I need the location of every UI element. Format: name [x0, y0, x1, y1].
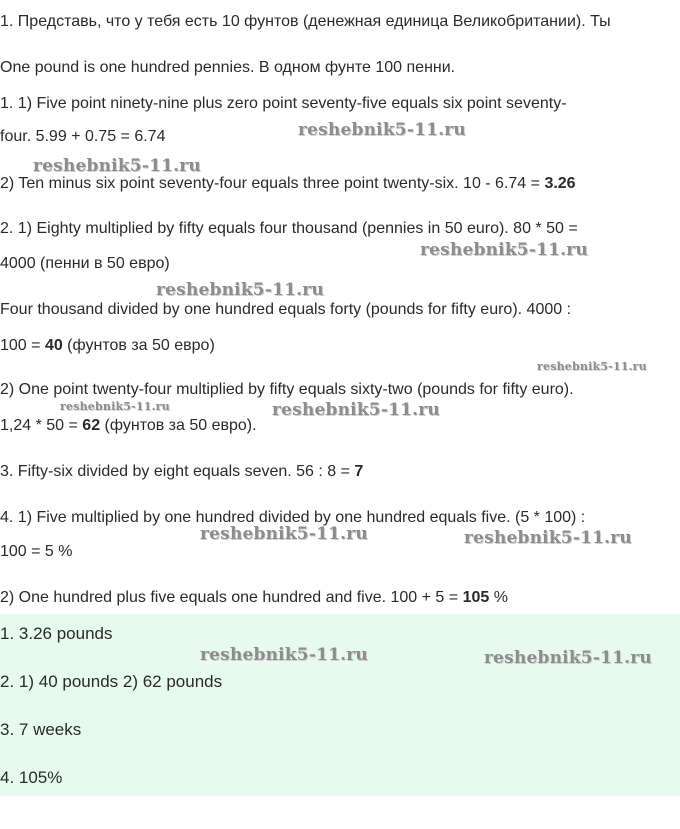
step-4-1-line-b: 100 = 5 %: [0, 543, 73, 560]
step-2-division-result: 40: [44, 337, 63, 354]
step-4-1-line-a: 4. 1) Five multiplied by one hundred divided by one hundred equals five. (5 * 100) :: [0, 509, 586, 526]
step-2-2-line-b: [0, 416, 257, 436]
clipped-text-line: [0, 40, 680, 48]
watermark: reshebnik5-11.ru: [200, 645, 368, 665]
step-3-result: 7: [354, 463, 364, 480]
step-2-1-line-a: 2. 1) Eighty multiplied by fifty equals four thousand (pennies in 50 euro). 80 * 50 =: [0, 220, 578, 237]
watermark: reshebnik5-11.ru: [464, 528, 632, 548]
step-2-division-text: 100 =: [0, 337, 45, 354]
step-2-2-text: 1,24 * 50 =: [0, 417, 83, 434]
watermark: reshebnik5-11.ru: [298, 120, 466, 140]
watermark: reshebnik5-11.ru: [200, 524, 368, 544]
pound-definition-line: One pound is one hundred pennies. В одном фунте 100 пенни.: [0, 59, 456, 76]
watermark: reshebnik5-11.ru: [484, 648, 652, 668]
step-2-2-result: 62: [82, 417, 101, 434]
step-2-division-unit: (фунтов за 50 евро): [62, 337, 215, 354]
watermark: reshebnik5-11.ru: [272, 400, 440, 420]
step-2-2-line-a: 2) One point twenty-four multiplied by fifty equals sixty-two (pounds for fifty euro).: [0, 381, 574, 398]
step-4-2-line: [0, 588, 508, 608]
answer-1: 1. 3.26 pounds: [0, 624, 113, 643]
answer-box: [0, 614, 680, 796]
watermark: reshebnik5-11.ru: [156, 280, 324, 300]
step-3-line: [0, 462, 363, 482]
step-4-2-text: 2) One hundred plus five equals one hundred and five. 100 + 5 =: [0, 589, 463, 606]
step-1-2-line: [0, 174, 576, 194]
watermark: reshebnik5-11.ru: [537, 360, 647, 373]
step-1-1-line-b: four. 5.99 + 0.75 = 6.74: [0, 128, 166, 145]
step-3-text: 3. Fifty-six divided by eight equals seven. 56 : 8 =: [0, 463, 355, 480]
step-4-2-unit: %: [489, 589, 508, 606]
answer-4: 4. 105%: [0, 768, 63, 787]
answer-2: 2. 1) 40 pounds 2) 62 pounds: [0, 672, 223, 691]
step-1-2-text: 2) Ten minus six point seventy-four equals three point twenty-six. 10 - 6.74 =: [0, 175, 545, 192]
step-2-1-line-b: 4000 (пенни в 50 евро): [0, 255, 170, 272]
step-4-2-result: 105: [462, 589, 490, 606]
step-1-1-line-a: 1. 1) Five point ninety-nine plus zero point seventy-five equals six point seventy-: [0, 95, 567, 112]
task-intro-line: 1. Представь, что у тебя есть 10 фунтов (денежная единица Великобритании). Ты: [0, 13, 611, 30]
clipped-text: [0, 40, 4, 48]
step-2-2-unit: (фунтов за 50 евро).: [100, 417, 257, 434]
watermark: reshebnik5-11.ru: [60, 400, 170, 413]
step-2-division-line-b: [0, 336, 215, 356]
answer-3: 3. 7 weeks: [0, 720, 82, 739]
watermark: reshebnik5-11.ru: [33, 156, 201, 176]
watermark: reshebnik5-11.ru: [420, 240, 588, 260]
step-2-division-line-a: Four thousand divided by one hundred equals forty (pounds for fifty euro). 4000 :: [0, 301, 572, 318]
step-1-2-result: 3.26: [544, 175, 576, 192]
